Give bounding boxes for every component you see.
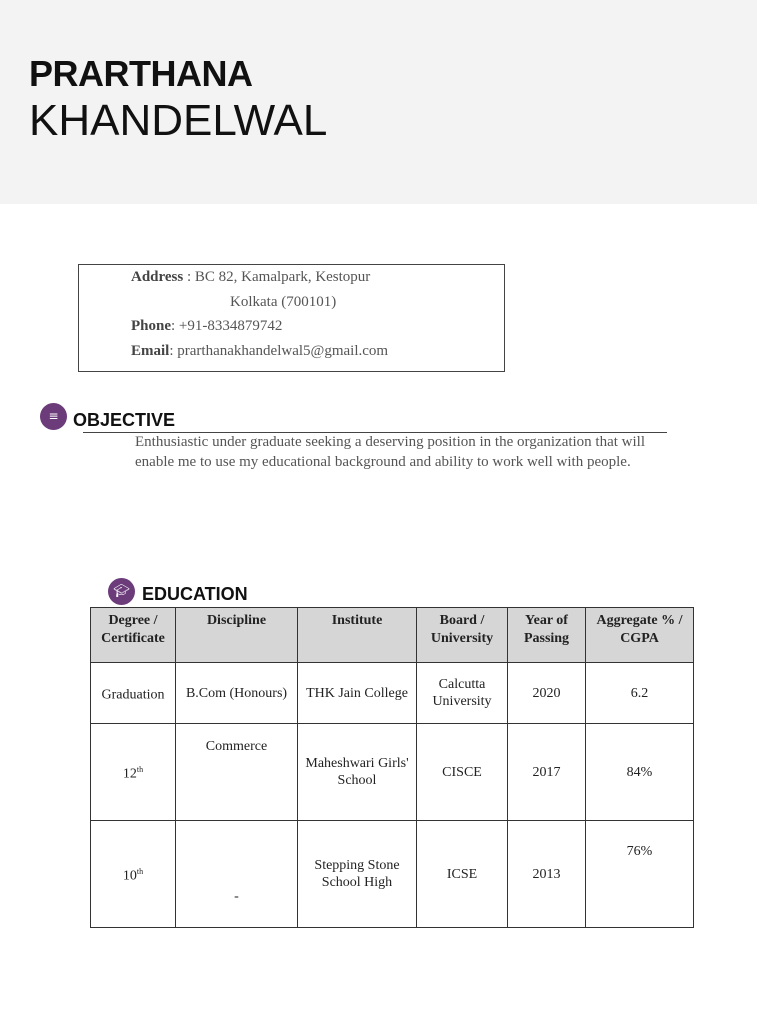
table-row <box>91 821 694 928</box>
aggregate-cell: 84% <box>586 724 694 821</box>
column-header: Aggregate % / CGPA <box>586 608 694 663</box>
degree-cell: 12th <box>91 724 176 821</box>
name-header <box>0 0 757 204</box>
column-header: Year of Passing <box>508 608 586 663</box>
degree-cell: 10th <box>91 821 176 928</box>
table-row <box>91 724 694 821</box>
column-header: Institute <box>298 608 417 663</box>
board-cell: CISCE <box>417 724 508 821</box>
address-value: : BC 82, Kamalpark, Kestopur <box>183 269 371 285</box>
aggregate-cell: 6.2 <box>586 663 694 724</box>
phone-line <box>131 318 282 335</box>
column-header: Degree / Certificate <box>91 608 176 663</box>
email-label: Email <box>131 343 170 359</box>
graduation-cap-icon: 🎓︎ <box>108 578 135 605</box>
last-name: KHANDELWAL <box>29 96 328 145</box>
contact-box <box>78 264 505 372</box>
column-header: Board / University <box>417 608 508 663</box>
discipline-cell: Commerce <box>176 724 298 821</box>
board-cell: Calcutta University <box>417 663 508 724</box>
board-cell: ICSE <box>417 821 508 928</box>
phone-value: : +91-8334879742 <box>171 318 283 334</box>
discipline-cell: - <box>176 821 298 928</box>
education-title: EDUCATION <box>142 584 248 604</box>
year-cell: 2017 <box>508 724 586 821</box>
education-table <box>90 607 694 928</box>
table-header-row <box>91 608 694 663</box>
email-line <box>131 343 388 360</box>
degree-cell: Graduation <box>91 663 176 724</box>
year-cell: 2013 <box>508 821 586 928</box>
first-name: PRARTHANA <box>29 53 253 94</box>
institute-cell: Stepping Stone School High <box>298 821 417 928</box>
institute-cell: THK Jain College <box>298 663 417 724</box>
objective-text: Enthusiastic under graduate seeking a deserving position in the organization that will enable me to use my educational background and ability to work well with people. <box>135 434 646 470</box>
address-label: Address <box>131 269 184 285</box>
list-icon: ≡ <box>40 403 67 430</box>
year-cell: 2020 <box>508 663 586 724</box>
objective-title: OBJECTIVE <box>73 410 176 430</box>
column-header: Discipline <box>176 608 298 663</box>
discipline-cell: B.Com (Honours) <box>176 663 298 724</box>
phone-label: Phone <box>131 318 172 334</box>
address-line-2: Kolkata (700101) <box>230 294 337 310</box>
address-line <box>131 269 370 286</box>
table-row <box>91 663 694 724</box>
aggregate-cell: 76% <box>586 821 694 928</box>
institute-cell: Maheshwari Girls' School <box>298 724 417 821</box>
email-value[interactable]: : prarthanakhandelwal5@gmail.com <box>169 343 389 359</box>
